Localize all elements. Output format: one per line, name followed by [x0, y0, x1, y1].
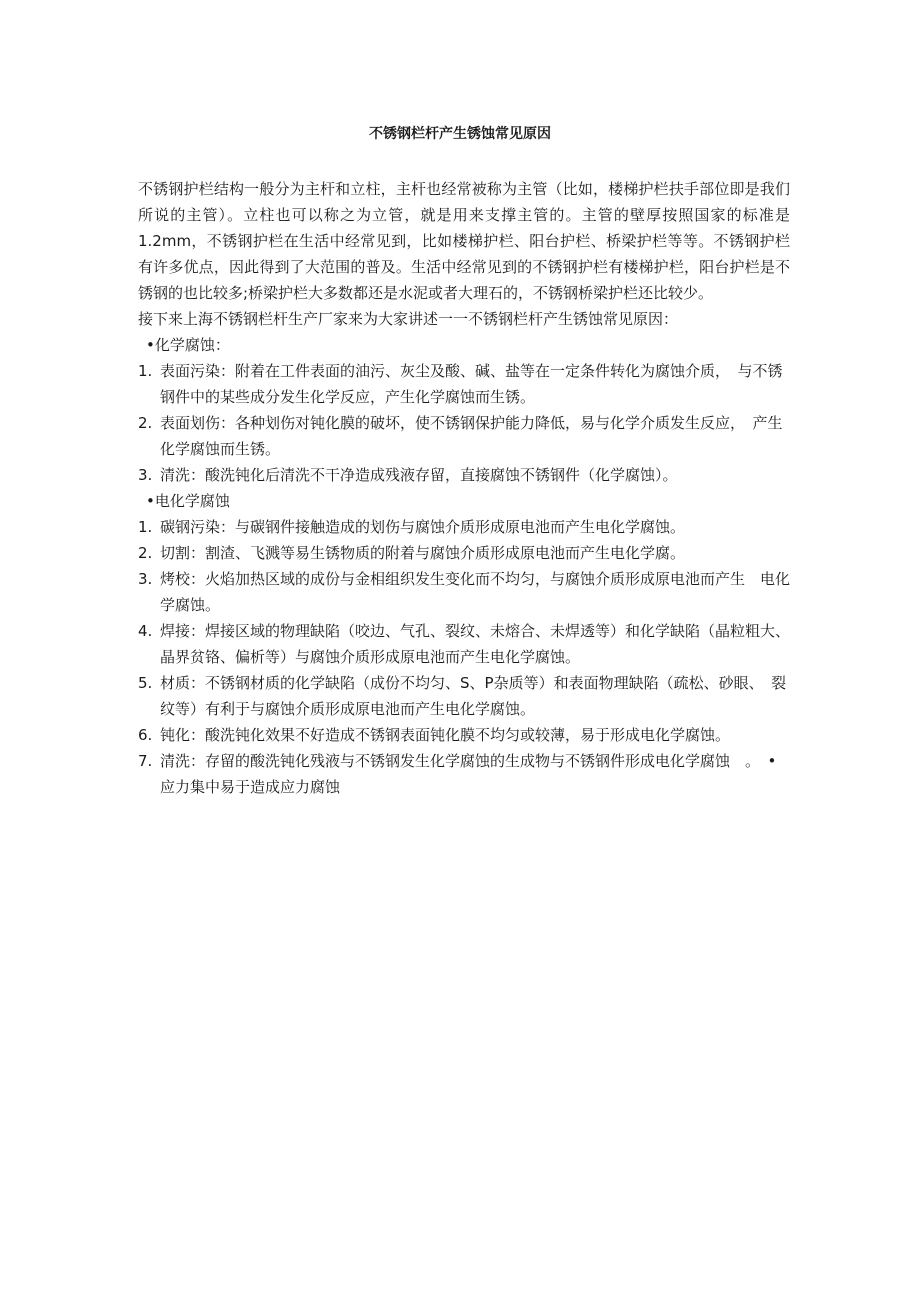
- list-item: [138, 670, 790, 722]
- item-text: 切割：割渣、飞溅等易生锈物质的附着与腐蚀介质形成原电池而产生电化学腐。: [160, 544, 686, 562]
- item-text: 清洗：存留的酸洗钝化残液与不锈钢发生化学腐蚀的生成物与不锈钢件形成电化学腐蚀 。 •应力集中易于造成应力腐蚀: [160, 752, 777, 796]
- section-heading: •电化学腐蚀: [146, 492, 230, 510]
- item-number: 6.: [138, 726, 153, 744]
- item-text: 表面划伤：各种划伤对钝化膜的破坏，使不锈钢保护能力降低，易与化学介质发生反应， 产生化学腐蚀而生锈。: [160, 414, 783, 458]
- section-chemical-corrosion: [138, 332, 790, 488]
- list-item: [138, 618, 798, 670]
- list-item: [138, 358, 790, 410]
- list-item: [138, 566, 790, 618]
- lead-in-paragraph: 接下来上海不锈钢栏杆生产厂家来为大家讲述一一不锈钢栏杆产生锈蚀常见原因：: [138, 310, 679, 328]
- intro-paragraph: 不锈钢护栏结构一般分为主杆和立柱，主杆也经常被称为主管（比如，楼梯护栏扶手部位即是我们所说的主管）。立柱也可以称之为立管，就是用来支撑主管的。主管的壁厚按照国家的标准是1.2mm，不锈钢护栏在生活中经常见到，比如楼梯护栏、阳台护栏、桥梁护栏等等。不锈钢护栏有许多优点，因此得到了大范围的普及。生活中经常见到的不锈钢护栏有楼梯护栏，阳台护栏是不锈钢的也比较多;桥梁护栏大多数都还是水泥或者大理石的，不锈钢桥梁护栏还比较少。: [138, 180, 790, 302]
- list-item: [138, 462, 790, 488]
- list-item: [138, 514, 790, 540]
- document-title: 不锈钢栏杆产生锈蚀常见原因: [369, 126, 551, 142]
- item-text: 清洗：酸洗钝化后清洗不干净造成残液存留，直接腐蚀不锈钢件（化学腐蚀）。: [160, 466, 678, 484]
- list-item: [138, 410, 790, 462]
- section-electrochemical-corrosion: [138, 488, 798, 800]
- item-text: 焊接：焊接区域的物理缺陷（咬边、气孔、裂纹、未熔合、未焊透等）和化学缺陷（晶粒粗大、 晶界贫铬、偏析等）与腐蚀介质形成原电池而产生电化学腐蚀。: [160, 622, 798, 666]
- list-item: [138, 748, 790, 800]
- item-number: 5.: [138, 674, 153, 692]
- document-body: [138, 176, 798, 800]
- list-item: [138, 540, 790, 566]
- item-number: 2.: [138, 414, 153, 432]
- item-number: 4.: [138, 622, 153, 640]
- item-number: 1.: [138, 362, 153, 380]
- item-number: 2.: [138, 544, 153, 562]
- item-number: 1.: [138, 518, 153, 536]
- section-heading: •化学腐蚀：: [146, 336, 230, 354]
- item-number: 3.: [138, 466, 153, 484]
- item-text: 表面污染：附着在工件表面的油污、灰尘及酸、碱、盐等在一定条件转化为腐蚀介质， 与不锈钢件中的某些成分发生化学反应，产生化学腐蚀而生锈。: [160, 362, 783, 406]
- list-item: [138, 722, 790, 748]
- item-text: 材质：不锈钢材质的化学缺陷（成份不均匀、S、P杂质等）和表面物理缺陷（疏松、砂眼、 裂纹等）有利于与腐蚀介质形成原电池而产生电化学腐蚀。: [160, 674, 787, 718]
- item-text: 烤校：火焰加热区域的成份与金相组织发生变化而不均匀，与腐蚀介质形成原电池而产生 电化学腐蚀。: [160, 570, 791, 614]
- item-number: 3.: [138, 570, 153, 588]
- item-number: 7.: [138, 752, 153, 770]
- item-text: 钝化：酸洗钝化效果不好造成不锈钢表面钝化膜不均匀或较薄，易于形成电化学腐蚀。: [160, 726, 731, 744]
- item-text: 碳钢污染：与碳钢件接触造成的划伤与腐蚀介质形成原电池而产生电化学腐蚀。: [160, 518, 686, 536]
